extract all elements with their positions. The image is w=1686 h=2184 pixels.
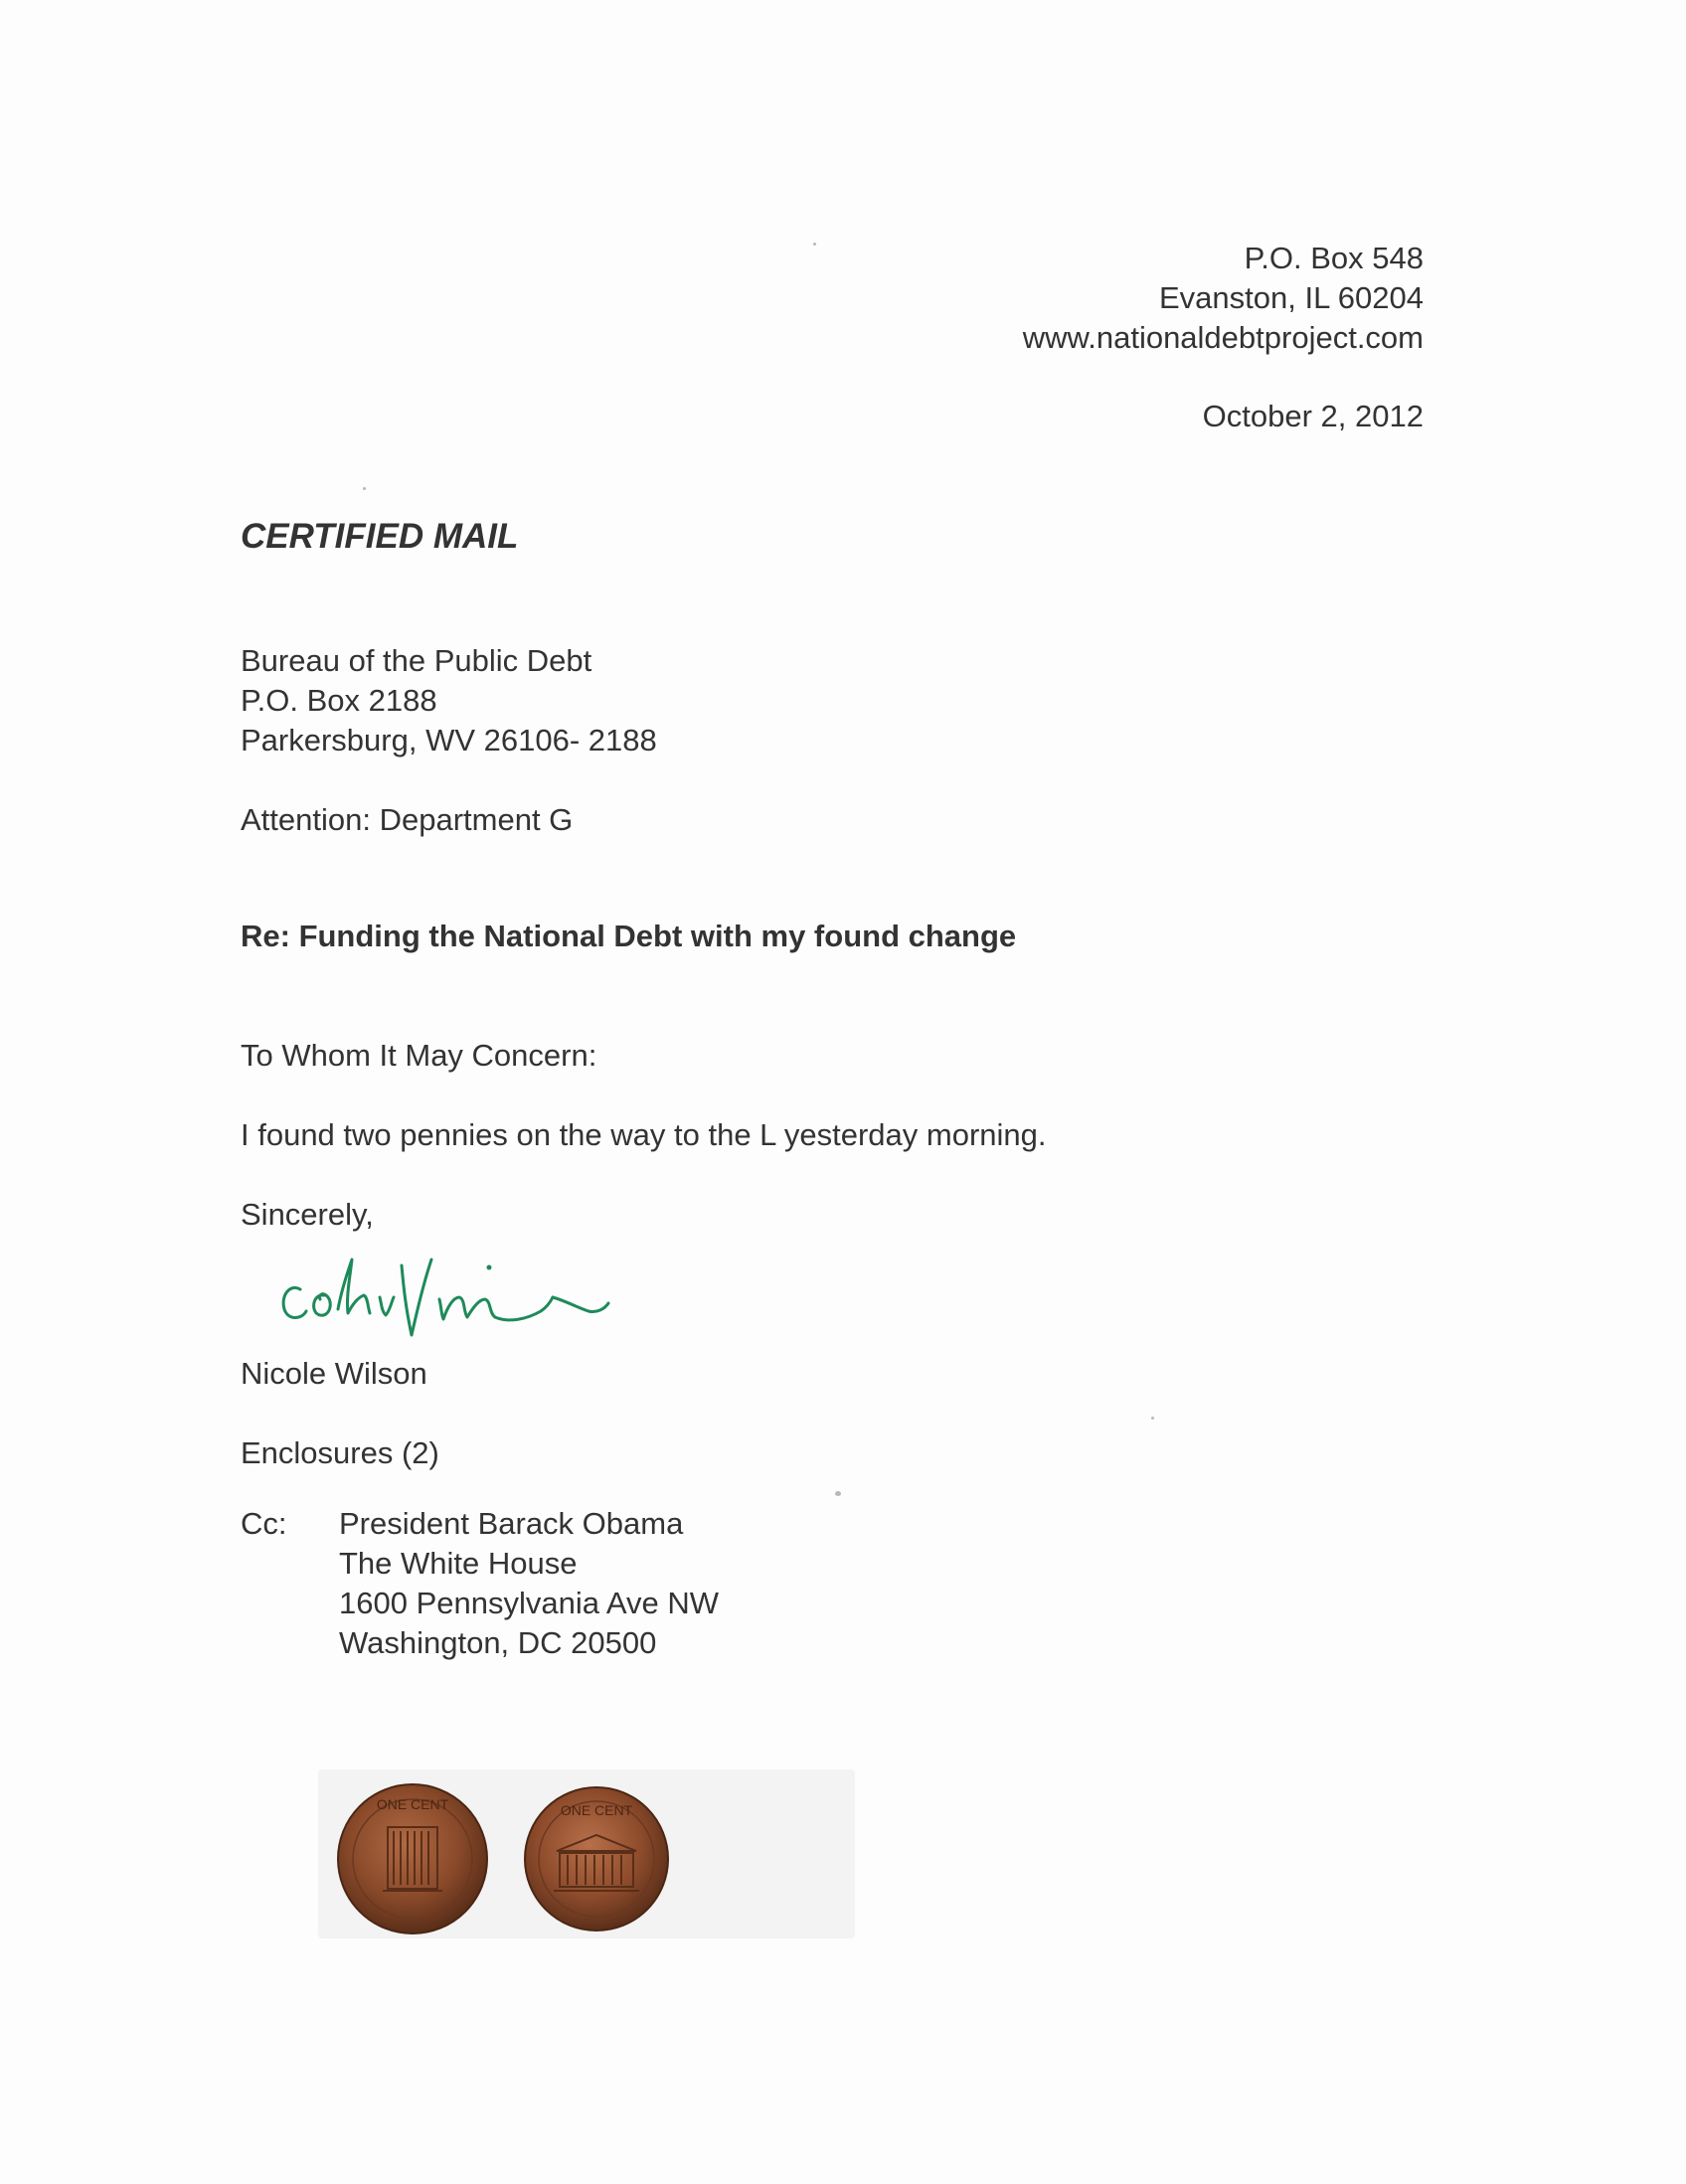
signer-name: Nicole Wilson	[241, 1356, 427, 1391]
penny-left	[338, 1784, 487, 1933]
cc-label: Cc:	[241, 1506, 287, 1541]
recipient-address-line1: P.O. Box 2188	[241, 683, 437, 718]
penny-left-lettering: ONE CENT	[376, 1796, 449, 1812]
scan-speck	[835, 1491, 841, 1496]
enclosures-line: Enclosures (2)	[241, 1435, 439, 1470]
certified-mail-heading: CERTIFIED MAIL	[241, 517, 519, 556]
signature-dot	[487, 1265, 492, 1270]
enclosed-pennies	[333, 1779, 731, 1938]
handwritten-signature	[272, 1238, 610, 1347]
subject-line: Re: Funding the National Debt with my found change	[241, 919, 1017, 953]
salutation: To Whom It May Concern:	[241, 1038, 597, 1073]
cc-line: 1600 Pennsylvania Ave NW	[339, 1586, 719, 1620]
recipient-name: Bureau of the Public Debt	[241, 643, 592, 678]
sender-address-line2: Evanston, IL 60204	[1159, 280, 1424, 315]
scan-speck	[1151, 1417, 1154, 1420]
closing: Sincerely,	[241, 1197, 374, 1232]
letter-body: I found two pennies on the way to the L yesterday morning.	[241, 1117, 1047, 1152]
cc-line: The White House	[339, 1546, 578, 1581]
sender-address-line1: P.O. Box 548	[1244, 241, 1424, 275]
recipient-address-line2: Parkersburg, WV 26106- 2188	[241, 723, 657, 757]
scan-speck	[813, 243, 816, 246]
cc-line: Washington, DC 20500	[339, 1625, 657, 1660]
penny-right	[525, 1787, 668, 1931]
cc-recipient-block	[339, 1504, 719, 1663]
penny-right-lettering: ONE CENT	[560, 1802, 633, 1818]
attention-line: Attention: Department G	[241, 802, 574, 837]
letter-date: October 2, 2012	[1202, 399, 1424, 433]
cc-line: President Barack Obama	[339, 1506, 684, 1541]
sender-website: www.nationaldebtproject.com	[1022, 320, 1424, 355]
scan-speck	[363, 487, 366, 490]
